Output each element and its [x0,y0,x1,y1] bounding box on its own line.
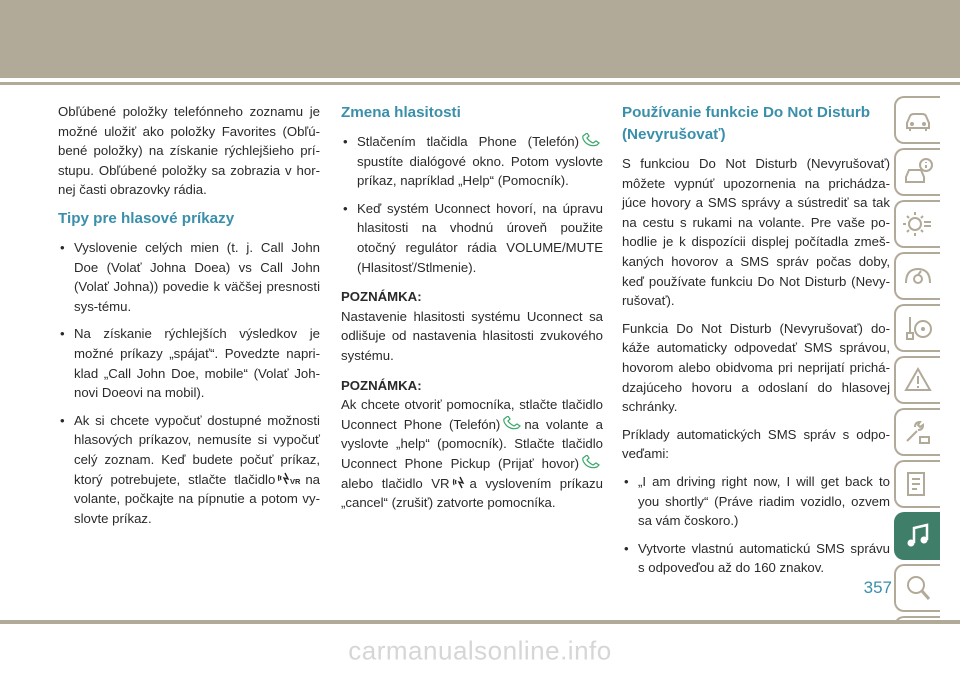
volume-list [341,132,603,277]
note-text [341,395,603,513]
bullet-text: Ak si chcete vypočuť dostupné možnosti hlasových príkazov, nemusíte si vypočuť celý zoznam. Keď budete počuť príkaz, ktorý potrebujete, stlačte tlačidlo [74,412,320,487]
dnd-paragraph-3: Príklady automatických SMS správ s odpo-veďami: [622,426,890,462]
watermark: carmanualsonline.info [348,635,612,666]
dnd-list [622,472,890,578]
tab-controls[interactable] [894,252,940,300]
voice-tips-list [58,238,320,528]
key-steering-icon [903,313,933,343]
volume-heading: Zmena hlasitosti [341,104,461,121]
note-text-part: a vyslovením príkazu „cancel“ (zrušiť) zatvorte pomocníka. [341,475,603,511]
note-title: POZNÁMKA: [341,377,422,393]
phone-icon [581,133,601,147]
column-2 [341,102,603,521]
steering-dashboard-icon [903,261,933,291]
car-icon [903,105,933,135]
tab-emergency[interactable] [894,356,940,404]
phone-pickup-icon [581,455,601,469]
tab-starting[interactable] [894,304,940,352]
tab-multimedia[interactable] [894,512,940,560]
chapter-index-tabs [894,96,944,668]
list-item: • Vytvorte vlastnú automatickú SMS správu s odpoveďou až do 160 znakov. [622,539,890,578]
tab-specifications[interactable] [894,460,940,508]
voice-tips-heading: Tipy pre hlasové príkazy [58,209,235,227]
tab-lights[interactable] [894,200,940,248]
top-band [0,0,960,78]
list-item [341,132,603,191]
page-number: 357 [863,578,892,597]
sun-icon [903,209,933,239]
list-item [58,411,320,529]
dnd-paragraph-1: S funkciou Do Not Disturb (Nevyrušovať) môžete vypnúť upozornenia na prichádza-júce hovory a SMS správy a sústrediť sa tak na cestu s rukami na volante. Pre vaše po-hodlie je k dispozícii displej počítadla zmeš-kaných hovorov a SMS správ počas doby, keď používate funkciu Do Not Disturb (Nevy-rušovať). [622,156,890,309]
note-title: POZNÁMKA: [341,289,422,305]
bullet-text: spustíte dialógové okno. Potom vyslovte príkaz, napríklad „Help“ (Pomocník). [357,153,603,189]
note-text-part: Ak chcete otvoriť pomocníka, stlačte tlačidlo Uconnect Phone (Telefón) [341,397,603,432]
column-1 [58,102,320,536]
tab-maintenance[interactable] [894,408,940,456]
voice-recognition-icon [277,471,303,486]
list-item: • Na získanie rýchlejších výsledkov je možné príkazy „spájať“. Povedzte napri-klad „Call John Doe, mobile“ (Volať Joh-novi Doeovi na mobil). [58,324,320,402]
note-text-part: alebo tlačidlo VR [341,475,450,491]
note-text-part: na volante a vyslovte „help“ (pomocník). Stlačte tlačidlo Uconnect Phone Pickup (Prijať hovor) [341,416,603,471]
wrench-car-icon [903,417,933,447]
tab-safety[interactable] [894,148,940,196]
phone-icon [502,416,522,430]
warning-triangle-icon [903,365,933,395]
list-item: • Vyslovenie celých mien (t. j. Call John Doe (Volať Johna Doea) vs Call John (Volať Johna)) povedie k väčšej presnosti sys-tému. [58,238,320,316]
bullet-text: na volante, počkajte na pípnutie a potom vy-slovte príkaz. [74,471,320,526]
top-rule [0,82,960,85]
column-3 [622,102,890,586]
voice-recognition-icon [452,475,468,490]
dnd-paragraph-2: Funkcia Do Not Disturb (Nevyrušovať) do-káže automaticky odpovedať SMS správou, hovorom alebo obidvoma pri neprijatí prichá-dzajúceho hovoru a odoslaní do hlasovej schránky. [622,320,890,415]
list-item: • Keď systém Uconnect hovorí, na úpravu hlasitosti na vhodnú úroveň použite otočný regulátor rádia VOLUME/MUTE (Hlasitosť/Stlmenie). [341,199,603,277]
vr-label: VR [290,476,301,486]
car-info-icon [903,157,933,187]
tab-search[interactable] [894,564,940,612]
list-item: • „I am driving right now, I will get back to you shortly“ (Práve riadim vozidlo, ozvem sa vám čoskoro.) [622,472,890,531]
do-not-disturb-heading: Používanie funkcie Do Not Disturb (Nevyrušovať) [622,104,871,143]
music-note-icon [903,521,933,551]
intro-paragraph: Obľúbené položky telefónneho zoznamu je možné uložiť ako položky Favorites (Obľú-bené položky) na získanie rýchlejšieho prí-stupu. Obľúbené položky sa zobrazia v hor-nej časti obrazovky rádia. [58,104,320,198]
tab-vehicle[interactable] [894,96,940,144]
magnifier-icon [903,573,933,603]
note-text: Nastavenie hlasitosti systému Uconnect sa odlišuje od nastavenia hlasitosti zvukového systému. [341,308,603,363]
spec-sheet-icon [903,469,933,499]
bullet-text: Stlačením tlačidla Phone (Telefón) [357,134,579,149]
